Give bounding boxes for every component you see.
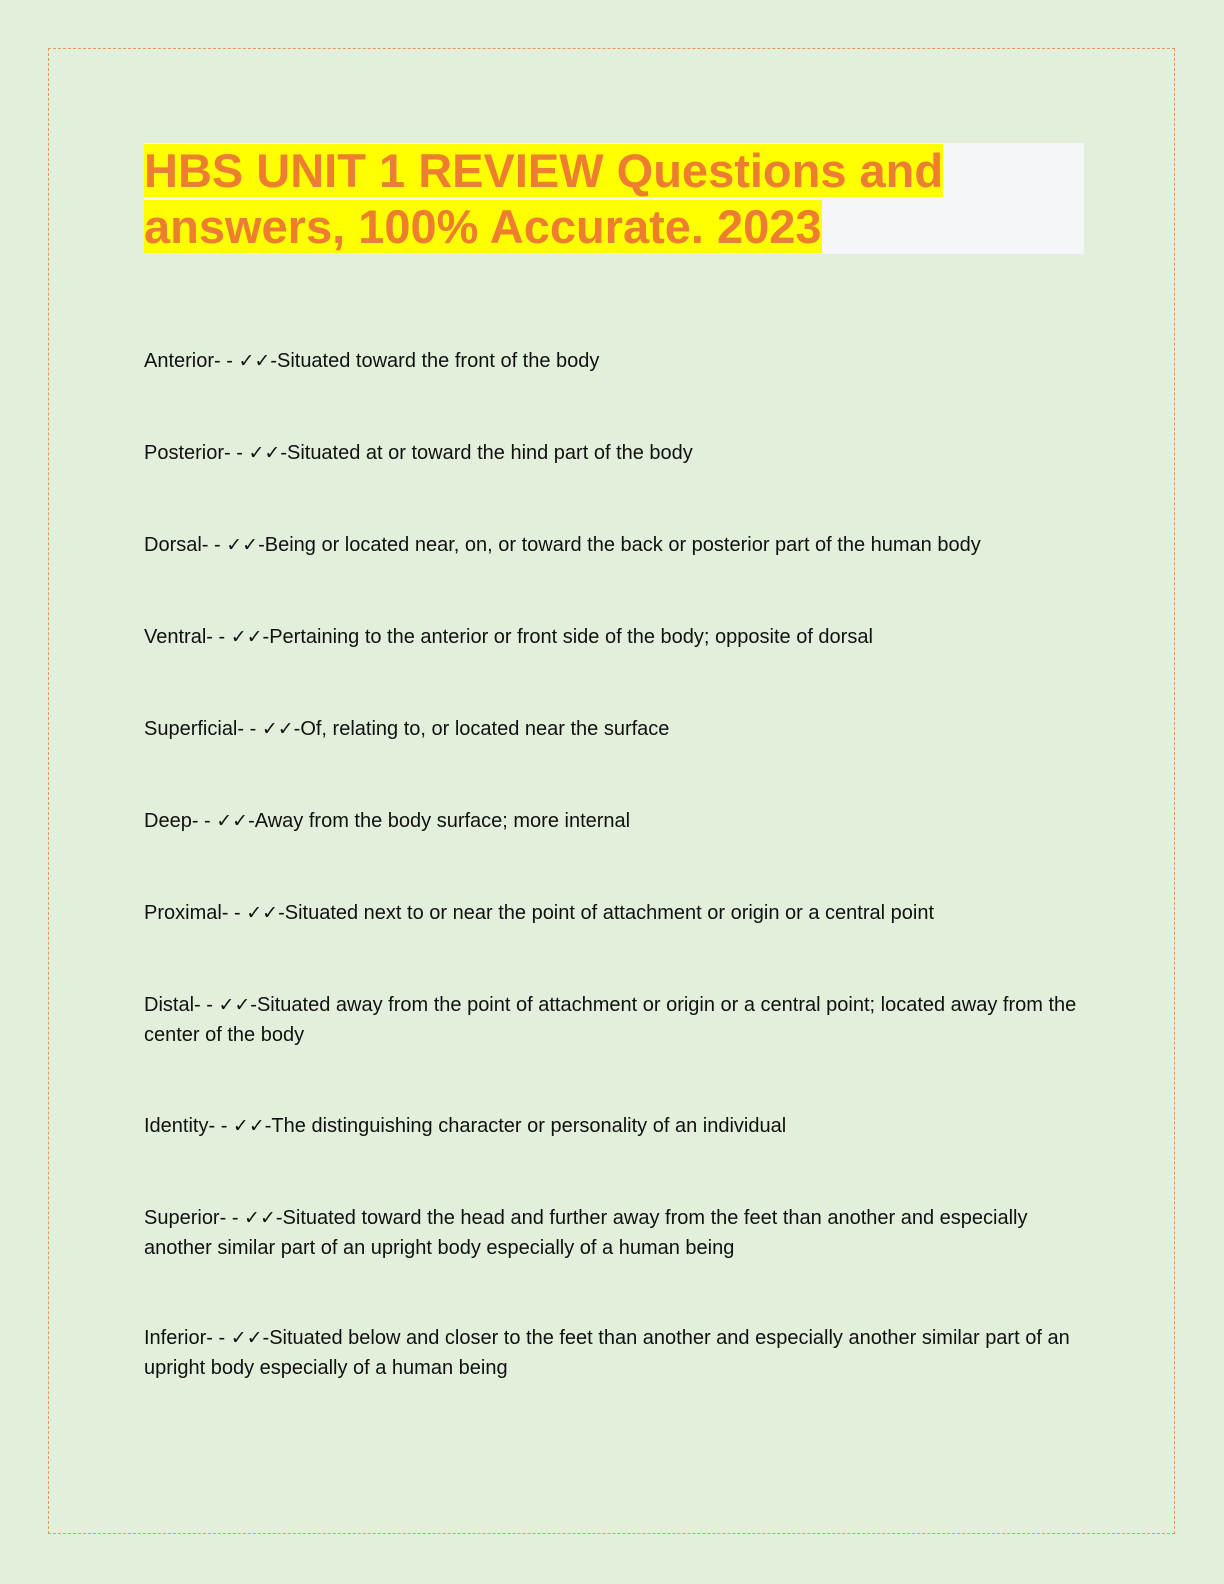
entry-superficial <box>144 714 1084 744</box>
entry-definition: -Situated toward the head and further away from the feet than another and especially another similar part of an upright body especially of a human being <box>144 1207 1028 1259</box>
double-check-icon: ✓✓ <box>244 1207 276 1229</box>
double-check-icon: ✓✓ <box>261 718 294 740</box>
entry-term: Dorsal- - <box>144 534 227 556</box>
entry-definition: -Being or located near, on, or toward the back or posterior part of the human body <box>258 534 981 556</box>
entry-term: Deep- - <box>144 810 217 832</box>
entry-definition: -Away from the body surface; more internal <box>248 810 631 832</box>
page-border <box>48 48 1175 1534</box>
entry-definition: -The distinguishing character or personality of an individual <box>264 1115 787 1137</box>
double-check-icon: ✓✓ <box>218 994 251 1016</box>
entry-definition: -Situated away from the point of attachment or origin or a central point; located away from the center of the body <box>144 994 1077 1046</box>
entry-proximal <box>144 898 1084 928</box>
entry-definition: -Pertaining to the anterior or front side of the body; opposite of dorsal <box>262 626 873 648</box>
double-check-icon: ✓✓ <box>232 1115 265 1137</box>
entry-definition: -Situated below and closer to the feet than another and especially another similar part of an upright body especially of a human being <box>144 1327 1070 1379</box>
entry-definition: -Of, relating to, or located near the surface <box>293 718 670 740</box>
entry-posterior <box>144 438 1084 468</box>
entry-definition: -Situated next to or near the point of attachment or origin or a central point <box>278 902 935 924</box>
entry-identity <box>144 1111 1084 1141</box>
double-check-icon: ✓✓ <box>230 1327 263 1349</box>
double-check-icon: ✓✓ <box>238 350 271 372</box>
double-check-icon: ✓✓ <box>226 534 259 556</box>
title-line-2: answers, 100% Accurate. 2023 <box>144 200 822 253</box>
double-check-icon: ✓✓ <box>248 442 281 464</box>
entry-distal <box>144 990 1084 1050</box>
entry-term: Posterior- - <box>144 442 249 464</box>
entry-dorsal <box>144 530 1084 560</box>
title-block <box>144 143 1084 254</box>
entry-term: Superior- - <box>144 1207 245 1229</box>
entry-term: Anterior- - <box>144 350 239 372</box>
entry-term: Proximal- - <box>144 902 247 924</box>
entry-ventral <box>144 622 1084 652</box>
double-check-icon: ✓✓ <box>246 902 279 924</box>
double-check-icon: ✓✓ <box>230 626 263 648</box>
entry-term: Distal- - <box>144 994 219 1016</box>
document-title <box>144 143 1084 255</box>
entry-term: Ventral- - <box>144 626 231 648</box>
title-line-1: HBS UNIT 1 REVIEW Questions and <box>144 144 944 197</box>
entry-superior <box>144 1203 1084 1263</box>
entry-deep <box>144 806 1084 836</box>
entry-term: Inferior- - <box>144 1327 231 1349</box>
entry-definition: -Situated toward the front of the body <box>270 350 600 372</box>
entry-inferior <box>144 1323 1084 1383</box>
entry-term: Superficial- - <box>144 718 262 740</box>
entry-anterior <box>144 346 1084 376</box>
entry-definition: -Situated at or toward the hind part of the body <box>280 442 693 464</box>
double-check-icon: ✓✓ <box>216 810 249 832</box>
entry-term: Identity- - <box>144 1115 233 1137</box>
